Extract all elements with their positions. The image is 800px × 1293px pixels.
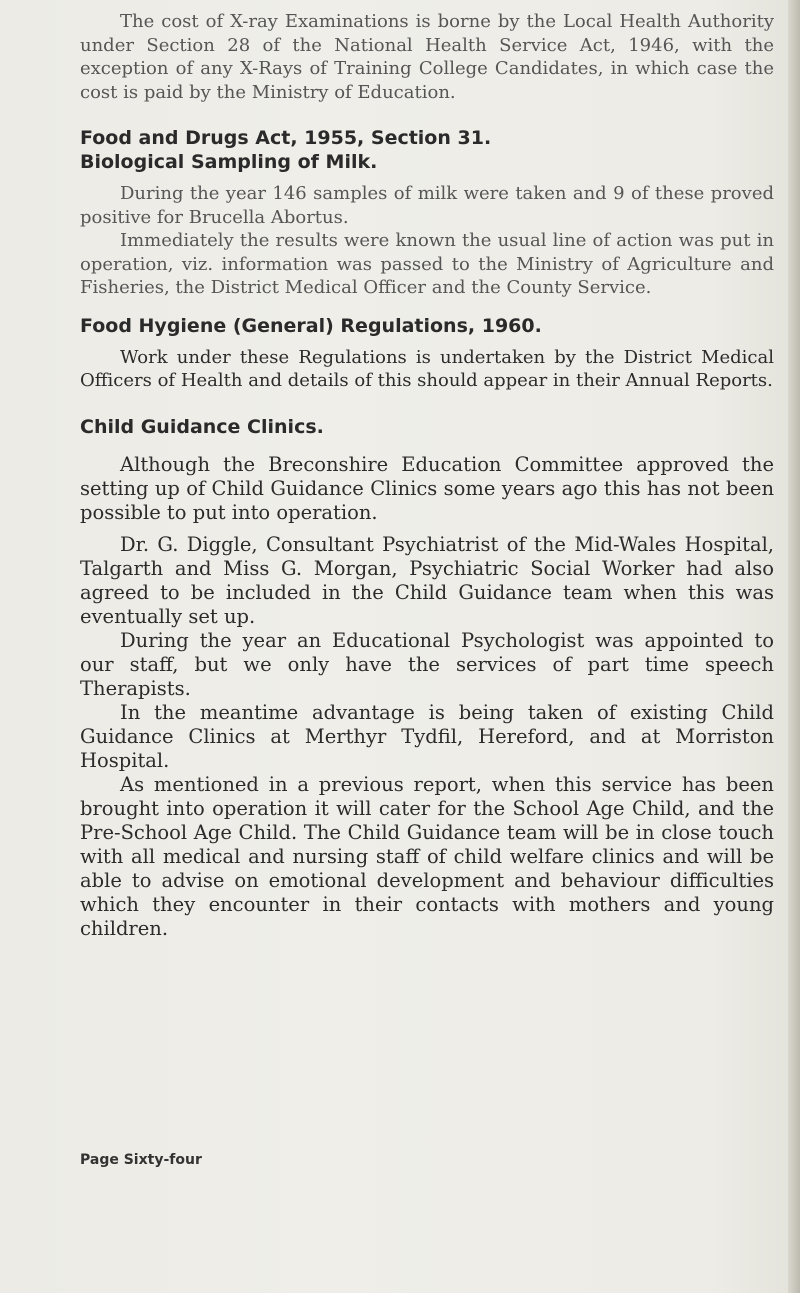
child-guidance-heading: Child Guidance Clinics. [80, 415, 324, 438]
page-content [80, 10, 774, 941]
child-guidance-paragraph-5: As mentioned in a previous report, when this service has been brought into operation it will cater for the School Age Child, and the Pre-School Age Child. The Child Guidance team will be in close touch with all medical and nursing staff of child welfare clinics and will be able to advise on emotional development and behaviour difficulties which they encounter in their contacts with mothers and young children. [80, 772, 774, 940]
intro-paragraph: The cost of X-ray Examinations is borne by the Local Health Authority under Section 28 of the National Health Service Act, 1946, with the exception of any X-Rays of Training College Candidates, in which case the cost is paid by the Ministry of Education. [80, 11, 774, 103]
page-edge-shadow [788, 0, 800, 1293]
child-guidance-paragraph-4: In the meantime advantage is being taken of existing Child Guidance Clinics at Merthyr Tydfil, Hereford, and at Morriston Hospital. [80, 700, 774, 772]
child-guidance-paragraph-2: Dr. G. Diggle, Consultant Psychiatrist of the Mid-Wales Hospital, Talgarth and Miss G. Morgan, Psychiatric Social Worker had also agreed to be included in the Child Guidance team when this was eventually set up. [80, 532, 774, 628]
milk-action-paragraph: Immediately the results were known the usual line of action was put in operation, viz. information was passed to the Ministry of Agriculture and Fisheries, the District Medical Officer and the County Service. [80, 230, 774, 298]
food-hygiene-paragraph: Work under these Regulations is undertaken by the District Medical Officers of Health and details of this should appear in their Annual Reports. [80, 346, 774, 391]
child-guidance-paragraph-3: During the year an Educational Psychologist was appointed to our staff, but we only have the services of part time speech Therapists. [80, 628, 774, 700]
food-drugs-heading: Food and Drugs Act, 1955, Section 31. [80, 127, 492, 149]
child-guidance-paragraph-1: Although the Breconshire Education Committee approved the setting up of Child Guidance Clinics some years ago this has not been possible to put into operation. [80, 452, 774, 524]
milk-sampling-heading: Biological Sampling of Milk. [80, 151, 378, 173]
food-drugs-section [80, 126, 774, 300]
food-hygiene-heading: Food Hygiene (General) Regulations, 1960. [80, 314, 542, 337]
page-number-footer: Page Sixty-four [80, 1152, 202, 1168]
intro-section [80, 10, 774, 104]
child-guidance-section [80, 415, 774, 941]
food-hygiene-section [80, 314, 774, 393]
milk-samples-paragraph: During the year 146 samples of milk were taken and 9 of these proved positive for Brucella Abortus. [80, 183, 774, 228]
